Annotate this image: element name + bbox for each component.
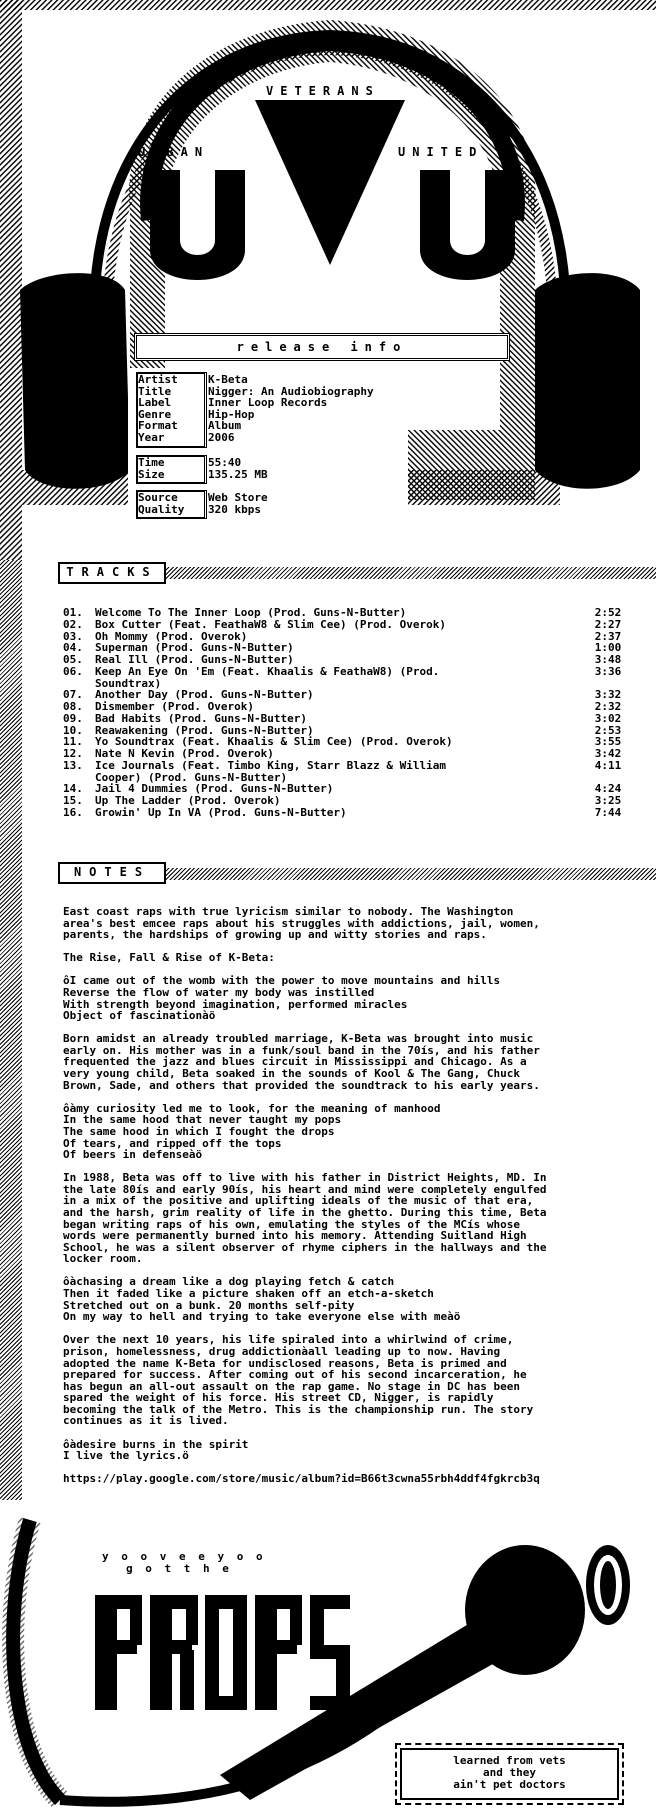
track-number: 09. [63,711,83,725]
track-number: 05. [63,653,83,666]
info-value: Inner Loop Records [208,396,328,409]
info-value: Album [208,419,242,432]
track-duration: 3:36 [594,664,622,678]
notes-bar [160,868,656,880]
track-duration: 2:27 [594,617,622,631]
info-label: Format [138,419,178,432]
track-title: Dismember (Prod. Overok) [95,700,254,713]
notes-paragraph: East coast raps with true lyricism similar to nobody. The Washington area's best emcee raps about his struggles with addictions, jail, women, parents, the hardships of growing up and witty stories and raps. [63,905,540,942]
info-label: Genre [138,407,172,421]
info-value: Hip-Hop [208,407,255,421]
tagline-2: and they [483,1766,536,1779]
track-title: Welcome To The Inner Loop (Prod. Guns-N-Butter) [95,606,407,619]
info-label: Size [138,467,165,481]
track-number: 16. [63,805,83,819]
notes-paragraph: Over the next 10 years, his life spiraled into a whirlwind of crime, prison, homelessness, drug addictionàall leading up to now. Having adopted the name K-Beta for undisclosed reasons, Beta is primed and prepared for success. After coming out of his second incarceration, he has begun an all-out assault on the rap game. No stage in DC has been spared the weight of his force. His street CD, Nigger, is rapidly becoming the talk of the Metro. This is the championship run. The story continues as it is lived. [63,1333,534,1428]
track-number: 06. [63,664,83,678]
track-number: 04. [63,641,83,655]
footer-line1: y o o v e e y o o [102,1550,266,1563]
info-label: Label [138,396,172,409]
track-duration: 4:11 [594,758,622,772]
track-duration: 2:52 [594,606,622,619]
track-duration: 2:32 [594,700,622,713]
track-title: Keep An Eye On 'Em (Feat. Khaalis & FeathaW8) (Prod. Soundtrax) [95,664,440,690]
info-value: Web Store [208,491,268,504]
track-number: 03. [63,629,83,643]
track-duration: 2:37 [594,629,622,643]
track-duration: 1:00 [594,641,622,655]
info-label: Year [138,430,165,444]
track-duration: 3:55 [594,735,622,749]
track-number: 14. [63,782,83,796]
header-art [0,0,656,560]
info-value: 320 kbps [208,502,261,516]
tagline-box [400,1748,619,1800]
info-row-quality [138,504,268,516]
track-duration: 3:42 [594,747,622,760]
track-title: Jail 4 Dummies (Prod. Guns-N-Butter) [95,782,334,796]
info-row-time [138,457,268,469]
release-info-title: release info [236,340,408,354]
notes-body [63,906,655,1496]
release-info-grid [138,374,374,443]
release-info-header [134,333,510,361]
track-title: Real Ill (Prod. Guns-N-Butter) [95,653,294,666]
track-row [63,654,653,666]
track-duration: 7:44 [594,805,622,819]
info-label: Time [138,456,165,469]
track-title: Reawakening (Prod. Guns-N-Butter) [95,723,314,737]
source-grid [138,492,268,515]
info-row-size [138,469,268,481]
info-row-year [138,432,374,444]
track-duration: 3:48 [594,653,622,666]
track-title: Up The Ladder (Prod. Overok) [95,794,281,807]
track-number: 02. [63,617,83,631]
track-number: 12. [63,747,83,760]
track-title: Nate N Kevin (Prod. Overok) [95,747,274,760]
notes-url[interactable]: https://play.google.com/store/music/album?id=B66t3cwna55rbh4ddf4fgkrcb3q [63,1472,540,1486]
track-duration: 3:32 [594,688,622,702]
info-value: 135.25 MB [208,467,268,481]
footer-line2: g o t t h e [126,1562,232,1575]
track-title: Bad Habits (Prod. Guns-N-Butter) [95,711,307,725]
track-row [63,748,653,760]
track-duration: 2:53 [594,723,622,737]
track-row [63,666,653,690]
notes-paragraph: ôI came out of the womb with the power to move mountains and hills Reverse the flow of water my body was instilled With strength beyond imagination, performed miracles Object of fascinationàö [63,974,501,1023]
track-number: 10. [63,723,83,737]
track-title: Ice Journals (Feat. Timbo King, Starr Blazz & William Cooper) (Prod. Guns-N-Butter) [95,758,447,784]
info-value: 55:40 [208,456,242,469]
time-grid [138,457,268,480]
track-number: 13. [63,758,83,772]
footer-art [0,1500,656,1812]
notes-paragraph: Born amidst an already troubled marriage, K-Beta was brought into music early on. His mother was in a funk/soul band in the 70ís, and his father frequented the jazz and blues circuit in Mississippi and Chicago. As a very young child, Beta soaked in the sounds of Kool & The Gang, Chuck Brown, Sade, and others that provided the soundtrack to his early years. [63,1032,540,1092]
track-title: Another Day (Prod. Guns-N-Butter) [95,688,314,702]
info-value: K-Beta [208,373,248,386]
track-title: Box Cutter (Feat. FeathaW8 & Slim Cee) (Prod. Overok) [95,617,447,631]
track-row [63,701,653,713]
info-value: 2006 [208,430,235,444]
track-number: 07. [63,688,83,702]
track-title: Growin' Up In VA (Prod. Guns-N-Butter) [95,805,347,819]
track-row [63,795,653,807]
notes-paragraph: The Rise, Fall & Rise of K-Beta: [63,951,275,965]
track-duration: 3:02 [594,711,622,725]
track-duration: 4:24 [594,782,622,796]
tracks-bar [160,567,656,579]
track-number: 08. [63,700,83,713]
left-rail-decoration [0,560,22,1500]
notes-paragraph: In 1988, Beta was off to live with his father in District Heights, MD. In the late 80ís and early 90ís, his heart and mind were completely engulfed in a mix of the positive and uplifting ideals of the music of that era, and the harsh, grim reality of life in the ghetto. During this time, Beta began writing raps of his own, emulating the styles of the MCís whose words were permanently burned into his memory. Attending Suitland High School, he was a silent observer of rhyme ciphers in the hallways and the locker room. [63,1171,547,1266]
info-label: Quality [138,502,185,516]
info-row-label [138,397,374,409]
urban-text: URBAN [138,145,210,159]
track-number: 11. [63,735,83,749]
tagline-3: ain't pet doctors [453,1778,566,1791]
united-text: UNITED [398,145,484,159]
track-title: Superman (Prod. Guns-N-Butter) [95,641,294,655]
notes-paragraph: ôàchasing a dream like a dog playing fetch & catch Then it faded like a picture shaken off an etch-a-sketch Stretched out on a bunk. 20 months self-pity On my way to hell and trying to take everyone else with meàö [63,1275,461,1324]
track-title: Yo Soundtrax (Feat. Khaalis & Slim Cee) (Prod. Overok) [95,735,453,749]
info-value: Nigger: An Audiobiography [208,384,374,398]
props-logo [95,1595,350,1710]
track-number: 15. [63,794,83,807]
track-row [63,807,653,819]
track-row [63,760,653,784]
track-row [63,607,653,619]
info-label: Artist [138,373,178,386]
info-row-format [138,420,374,432]
track-row [63,713,653,725]
tracks-title: TRACKS [58,562,166,584]
notes-title: NOTES [58,862,166,884]
track-list [63,607,653,819]
info-label: Title [138,384,172,398]
track-duration: 3:25 [594,794,622,807]
notes-paragraph: ôàmy curiosity led me to look, for the meaning of manhood In the same hood that never taught my pops The same hood in which I fought the drops Of tears, and ripped off the tops Of beers in defenseàö [63,1101,441,1162]
track-number: 01. [63,606,83,619]
notes-paragraph: ôàdesire burns in the spirit I live the lyrics.ö [63,1437,249,1463]
info-row-artist [138,374,374,386]
info-row-source [138,492,268,504]
track-row [63,619,653,631]
veterans-text: VETERANS [266,84,380,98]
info-label: Source [138,491,178,504]
track-title: Oh Mommy (Prod. Overok) [95,629,248,643]
tagline-1: learned from vets [453,1754,566,1767]
